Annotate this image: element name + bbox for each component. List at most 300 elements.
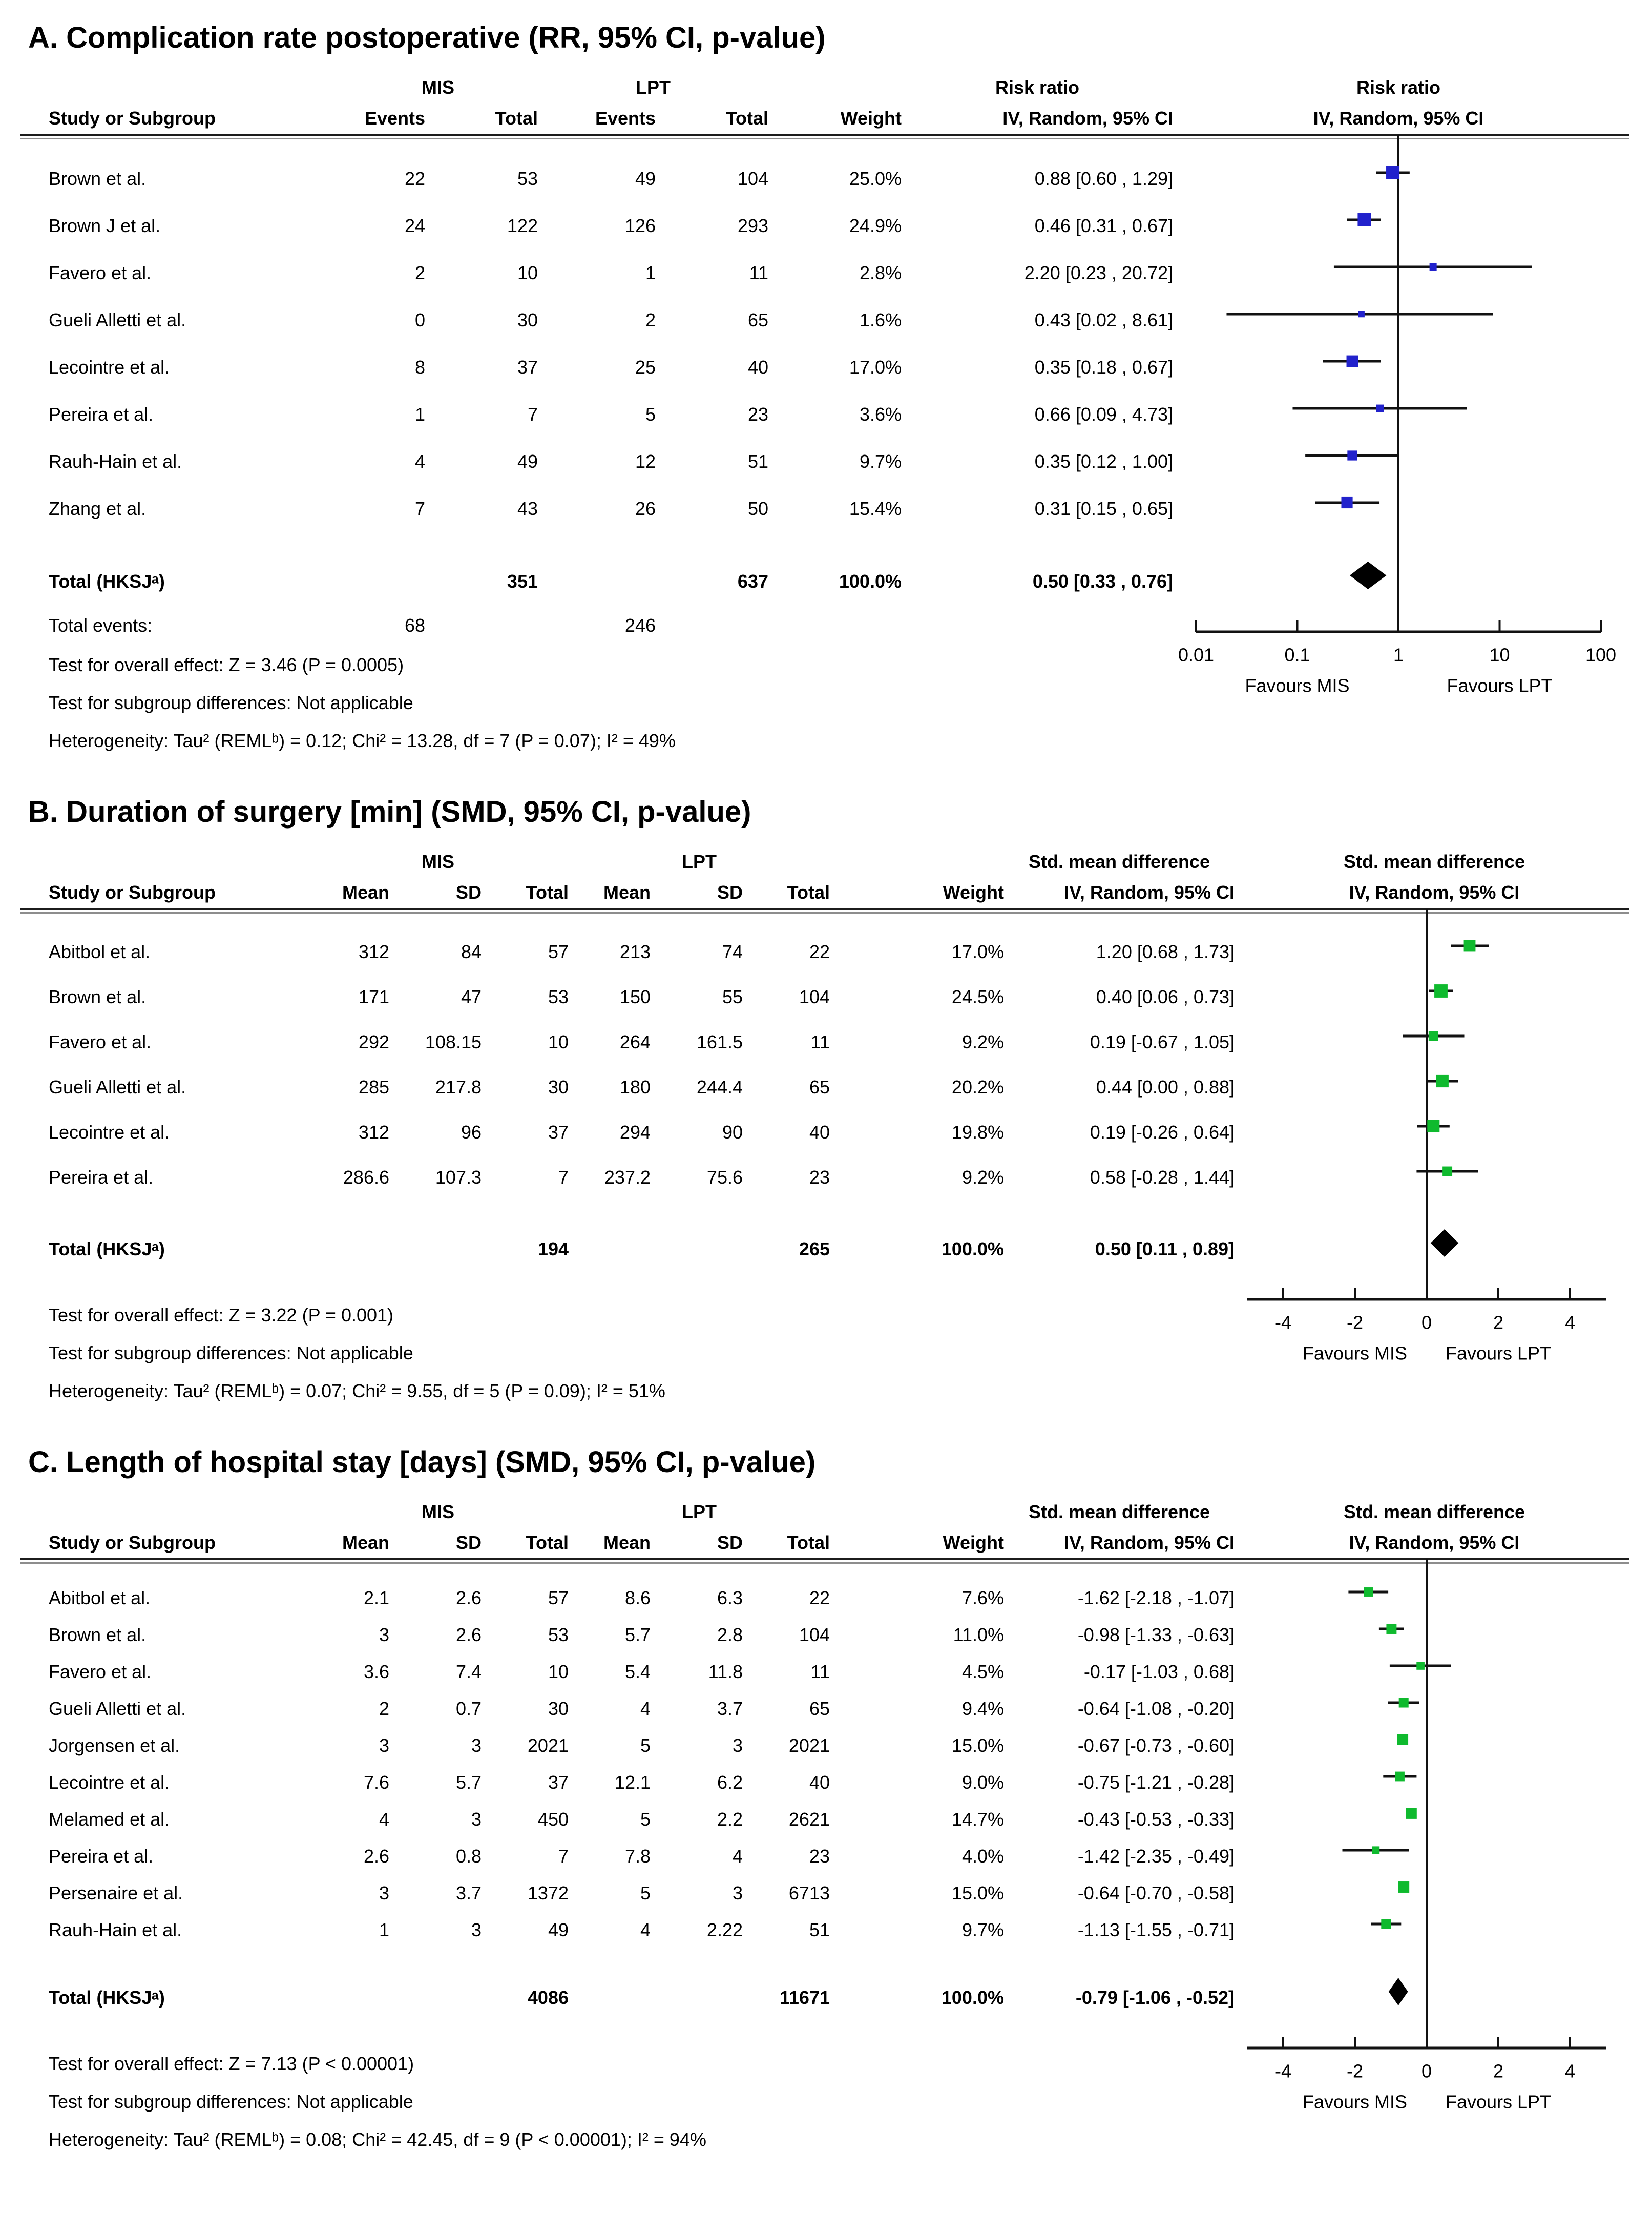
study-name: Melamed et al. (49, 1809, 170, 1830)
study-ci-text: 0.58 [-0.28 , 1.44] (1090, 1167, 1235, 1188)
study-value: 8 (414, 357, 425, 378)
study-ci-text: 1.20 [0.68 , 1.73] (1096, 941, 1235, 963)
group2-header: LPT (682, 851, 717, 873)
study-value: 5.7 (455, 1772, 482, 1793)
plot-effect-header: Std. mean difference (1343, 851, 1525, 873)
study-value: 30 (517, 309, 538, 331)
study-value: 9.2% (961, 1167, 1004, 1188)
study-value: 50 (747, 498, 768, 520)
total-ci-text: 0.50 [0.11 , 0.89] (1095, 1238, 1235, 1260)
study-name: Pereira et al. (49, 1846, 154, 1867)
study-name: Pereira et al. (49, 1167, 154, 1188)
effect-header: Risk ratio (995, 77, 1080, 98)
study-value: 7 (558, 1167, 569, 1188)
study-name: Favero et al. (49, 262, 152, 284)
study-value: 6.2 (717, 1772, 743, 1793)
study-ci-text: 0.66 [0.09 , 4.73] (1034, 404, 1173, 425)
study-value: 126 (624, 215, 656, 237)
column-header: Study or Subgroup (49, 108, 216, 129)
study-ci-text: 0.88 [0.60 , 1.29] (1034, 168, 1173, 190)
study-value: 237.2 (604, 1167, 651, 1188)
axis-tick-label: -2 (1346, 2060, 1364, 2082)
panel-A-title: A. Complication rate postoperative (RR, 95% CI, p-value) (28, 21, 826, 54)
study-value: 3.6 (363, 1661, 389, 1683)
footnote-line: Heterogeneity: Tau² (REMLᵇ) = 0.12; Chi² = 13.28, df = 7 (P = 0.07); I² = 49% (49, 730, 676, 752)
plot-model-header: IV, Random, 95% CI (1313, 108, 1484, 129)
study-value: 11 (749, 262, 768, 284)
plot-model-header: IV, Random, 95% CI (1349, 1532, 1520, 1554)
study-value: 23 (809, 1846, 830, 1867)
total-value: 351 (507, 571, 538, 592)
study-value: 2.8 (717, 1624, 743, 1646)
column-header: Events (595, 108, 656, 129)
study-value: 57 (548, 1587, 569, 1609)
study-value: 0.8 (455, 1846, 482, 1867)
total-value: 265 (799, 1238, 830, 1260)
study-ci-text: -0.64 [-0.70 , -0.58] (1077, 1882, 1235, 1904)
study-marker (1364, 1587, 1373, 1597)
study-value: 53 (548, 986, 569, 1008)
study-value: 23 (809, 1167, 830, 1188)
study-value: 2.2 (717, 1809, 743, 1830)
study-ci-text: 0.40 [0.06 , 0.73] (1096, 986, 1235, 1008)
study-value: 65 (809, 1077, 830, 1098)
study-value: 0.7 (455, 1698, 482, 1720)
study-name: Abitbol et al. (49, 1587, 151, 1609)
study-value: 49 (635, 168, 656, 190)
column-header: Mean (342, 1532, 389, 1554)
study-value: 17.0% (849, 357, 902, 378)
panel-B-title: B. Duration of surgery [min] (SMD, 95% CI, p-value) (28, 795, 751, 829)
study-value: 15.0% (951, 1735, 1004, 1756)
column-header: SD (717, 882, 743, 903)
study-name: Abitbol et al. (49, 941, 151, 963)
study-ci-text: 0.44 [0.00 , 0.88] (1096, 1077, 1235, 1098)
study-value: 24 (404, 215, 425, 237)
study-ci-text: 0.46 [0.31 , 0.67] (1034, 215, 1173, 237)
study-value: 285 (358, 1077, 389, 1098)
study-value: 90 (722, 1122, 743, 1143)
total-ci-text: 0.50 [0.33 , 0.76] (1032, 571, 1173, 592)
total-value: 100.0% (941, 1238, 1004, 1260)
study-value: 9.4% (961, 1698, 1004, 1720)
study-value: 312 (358, 941, 389, 963)
study-value: 53 (548, 1624, 569, 1646)
study-value: 5 (640, 1735, 651, 1756)
axis-tick-label: 0.1 (1284, 644, 1310, 666)
study-value: 23 (747, 404, 768, 425)
study-value: 4 (379, 1809, 389, 1830)
study-value: 1 (645, 262, 656, 284)
study-ci-text: -1.42 [-2.35 , -0.49] (1077, 1846, 1235, 1867)
study-value: 11.8 (708, 1661, 743, 1683)
axis-tick-label: 0 (1421, 1312, 1432, 1333)
pooled-diamond (1431, 1229, 1459, 1257)
study-value: 22 (809, 1587, 830, 1609)
study-value: 7.6 (363, 1772, 389, 1793)
study-marker (1357, 213, 1371, 226)
total-value: 100.0% (941, 1987, 1004, 2009)
study-value: 104 (799, 1624, 830, 1646)
panel-B-table (20, 841, 1629, 1414)
column-header: Study or Subgroup (49, 1532, 216, 1554)
axis-tick-label: -4 (1274, 1312, 1292, 1333)
study-value: 49 (517, 451, 538, 472)
footnote-line: Test for overall effect: Z = 3.22 (P = 0.001) (49, 1305, 394, 1326)
study-value: 3 (379, 1624, 389, 1646)
study-name: Rauh-Hain et al. (49, 1919, 182, 1941)
study-value: 6.3 (717, 1587, 743, 1609)
study-ci-text: -1.13 [-1.55 , -0.71] (1077, 1919, 1235, 1941)
study-name: Gueli Alletti et al. (49, 309, 186, 331)
study-value: 3.7 (455, 1882, 482, 1904)
study-value: 49 (548, 1919, 569, 1941)
axis-tick-label: 4 (1564, 2060, 1576, 2082)
study-value: 180 (619, 1077, 651, 1098)
study-value: 107.3 (435, 1167, 482, 1188)
study-value: 1 (414, 404, 425, 425)
study-ci-text: 0.35 [0.18 , 0.67] (1034, 357, 1173, 378)
study-value: 3.7 (717, 1698, 743, 1720)
study-ci-text: 2.20 [0.23 , 20.72] (1024, 262, 1173, 284)
column-header: Total (526, 882, 569, 903)
study-name: Jorgensen et al. (49, 1735, 180, 1756)
study-marker (1442, 1167, 1452, 1176)
study-name: Brown et al. (49, 168, 147, 190)
study-name: Favero et al. (49, 1031, 152, 1053)
forest-plot-figure (20, 20, 1652, 2163)
study-value: 96 (461, 1122, 482, 1143)
forest-plot-C (1240, 1559, 1629, 2135)
study-value: 12.1 (614, 1772, 651, 1793)
study-value: 53 (517, 168, 538, 190)
study-value: 3 (471, 1809, 482, 1830)
study-value: 7 (558, 1846, 569, 1867)
study-value: 84 (461, 941, 482, 963)
effect-header: Std. mean difference (1028, 1501, 1210, 1523)
column-header: IV, Random, 95% CI (1064, 882, 1235, 903)
axis-tick-label: -4 (1274, 2060, 1292, 2082)
study-value: 3.6% (859, 404, 902, 425)
total-events-label: Total events: (49, 615, 153, 636)
study-value: 40 (809, 1122, 830, 1143)
axis-tick-label: 4 (1564, 1312, 1576, 1333)
favours-right-label: Favours LPT (1445, 2091, 1552, 2113)
study-marker (1386, 166, 1399, 179)
study-value: 15.4% (849, 498, 902, 520)
study-value: 1372 (527, 1882, 569, 1904)
column-header-row (20, 873, 1629, 907)
column-header: Total (725, 108, 768, 129)
study-value: 65 (809, 1698, 830, 1720)
study-value: 17.0% (951, 941, 1004, 963)
study-value: 3 (471, 1735, 482, 1756)
study-value: 37 (548, 1122, 569, 1143)
study-value: 11 (810, 1661, 830, 1683)
panel-A-table (20, 67, 1629, 764)
group2-header: LPT (682, 1501, 717, 1523)
study-value: 293 (737, 215, 768, 237)
plot-model-header: IV, Random, 95% CI (1349, 882, 1520, 903)
study-value: 65 (747, 309, 768, 331)
footnote-line: Heterogeneity: Tau² (REMLᵇ) = 0.08; Chi² = 42.45, df = 9 (P < 0.00001); I² = 94% (49, 2129, 706, 2150)
column-header: Mean (603, 882, 651, 903)
study-value: 3 (379, 1882, 389, 1904)
favours-right-label: Favours LPT (1445, 1342, 1552, 1364)
study-marker (1347, 450, 1357, 460)
study-value: 5 (640, 1809, 651, 1830)
column-header: SD (455, 1532, 482, 1554)
study-value: 2.6 (455, 1624, 482, 1646)
study-value: 30 (548, 1698, 569, 1720)
total-label: Total (HKSJᵃ) (49, 571, 165, 592)
study-value: 5 (645, 404, 656, 425)
favours-left-label: Favours MIS (1245, 675, 1350, 696)
study-value: 104 (737, 168, 768, 190)
column-header: IV, Random, 95% CI (1002, 108, 1173, 129)
study-value: 6713 (788, 1882, 830, 1904)
column-header: Mean (342, 882, 389, 903)
axis-tick-label: 2 (1493, 2060, 1504, 2082)
study-name: Lecointre et al. (49, 357, 170, 378)
study-ci-text: 0.35 [0.12 , 1.00] (1034, 451, 1173, 472)
study-value: 2621 (788, 1809, 830, 1830)
study-value: 2.8% (859, 262, 902, 284)
study-value: 1 (379, 1919, 389, 1941)
study-value: 2.6 (363, 1846, 389, 1867)
study-marker (1406, 1808, 1417, 1819)
study-value: 8.6 (624, 1587, 651, 1609)
study-name: Pereira et al. (49, 404, 154, 425)
study-value: 9.0% (961, 1772, 1004, 1793)
study-value: 26 (635, 498, 656, 520)
axis-tick-label: 100 (1585, 644, 1617, 666)
total-ci-text: -0.79 [-1.06 , -0.52] (1075, 1987, 1235, 2009)
axis-tick-label: 2 (1493, 1312, 1504, 1333)
study-ci-text: 0.19 [-0.67 , 1.05] (1090, 1031, 1235, 1053)
header-group-row (20, 67, 1629, 99)
study-ci-text: -0.75 [-1.21 , -0.28] (1077, 1772, 1235, 1793)
footnote-line: Test for overall effect: Z = 7.13 (P < 0.00001) (49, 2053, 414, 2075)
study-ci-text: -0.43 [-0.53 , -0.33] (1077, 1809, 1235, 1830)
study-value: 0 (414, 309, 425, 331)
study-name: Rauh-Hain et al. (49, 451, 182, 472)
panel-C-title: C. Length of hospital stay [days] (SMD, 95% CI, p-value) (28, 1445, 816, 1479)
study-marker (1397, 1734, 1408, 1745)
column-header-row (20, 99, 1629, 133)
study-value: 3 (732, 1735, 743, 1756)
study-value: 7.4 (455, 1661, 482, 1683)
study-marker (1358, 311, 1365, 318)
study-value: 2021 (527, 1735, 569, 1756)
header-group-row (20, 1492, 1629, 1523)
study-value: 171 (358, 986, 389, 1008)
study-value: 5.7 (624, 1624, 651, 1646)
header-group-row (20, 841, 1629, 873)
study-marker (1429, 1031, 1438, 1041)
study-value: 104 (799, 986, 830, 1008)
study-name: Gueli Alletti et al. (49, 1698, 186, 1720)
study-value: 11 (810, 1031, 830, 1053)
axis-tick-label: 0 (1421, 2060, 1432, 2082)
study-value: 74 (722, 941, 743, 963)
study-value: 7 (414, 498, 425, 520)
study-value: 19.8% (951, 1122, 1004, 1143)
column-header: Total (526, 1532, 569, 1554)
study-value: 10 (548, 1031, 569, 1053)
study-value: 213 (619, 941, 651, 963)
study-value: 43 (517, 498, 538, 520)
study-value: 24.5% (951, 986, 1004, 1008)
study-value: 4 (640, 1698, 651, 1720)
study-value: 2 (379, 1698, 389, 1720)
group1-header: MIS (421, 77, 454, 98)
column-header: Total (495, 108, 538, 129)
study-name: Brown et al. (49, 986, 147, 1008)
study-value: 7.6% (961, 1587, 1004, 1609)
forest-plot-B (1240, 909, 1629, 1387)
total-value: 11671 (779, 1987, 830, 2009)
study-marker (1372, 1846, 1379, 1854)
study-value: 9.7% (859, 451, 902, 472)
study-value: 2 (414, 262, 425, 284)
footnote-line: Test for subgroup differences: Not applicable (49, 2091, 413, 2113)
study-marker (1399, 1698, 1409, 1707)
study-ci-text: 0.43 [0.02 , 8.61] (1034, 309, 1173, 331)
study-value: 51 (809, 1919, 830, 1941)
study-value: 11.0% (953, 1624, 1004, 1646)
group1-header: MIS (421, 851, 454, 873)
total-events-group1: 68 (404, 615, 425, 636)
study-value: 150 (619, 986, 651, 1008)
column-header: Weight (840, 108, 902, 129)
total-label: Total (HKSJᵃ) (49, 1987, 165, 2009)
study-value: 47 (461, 986, 482, 1008)
study-value: 108.15 (425, 1031, 482, 1053)
study-marker (1341, 497, 1352, 508)
study-value: 292 (358, 1031, 389, 1053)
study-value: 37 (548, 1772, 569, 1793)
column-header: IV, Random, 95% CI (1064, 1532, 1235, 1554)
study-marker (1398, 1881, 1409, 1893)
study-value: 244.4 (696, 1077, 743, 1098)
study-marker (1347, 356, 1358, 367)
study-value: 217.8 (435, 1077, 482, 1098)
study-ci-text: -0.17 [-1.03 , 0.68] (1083, 1661, 1235, 1683)
axis-tick-label: -2 (1346, 1312, 1364, 1333)
total-value: 637 (737, 571, 768, 592)
panel-A (20, 20, 1652, 764)
forest-plot-A (1173, 135, 1624, 719)
study-value: 294 (619, 1122, 651, 1143)
total-events-group2: 246 (624, 615, 656, 636)
study-name: Zhang et al. (49, 498, 147, 520)
study-value: 57 (548, 941, 569, 963)
study-value: 286.6 (343, 1167, 389, 1188)
study-value: 22 (404, 168, 425, 190)
study-value: 40 (809, 1772, 830, 1793)
study-value: 22 (809, 941, 830, 963)
column-header: Total (787, 882, 830, 903)
study-value: 51 (747, 451, 768, 472)
column-header: Weight (943, 882, 1004, 903)
favours-left-label: Favours MIS (1302, 1342, 1408, 1364)
study-value: 5.4 (624, 1661, 651, 1683)
study-value: 4 (640, 1919, 651, 1941)
column-header: Mean (603, 1532, 651, 1554)
plot-effect-header: Std. mean difference (1343, 1501, 1525, 1523)
study-value: 40 (747, 357, 768, 378)
study-value: 5 (640, 1882, 651, 1904)
study-ci-text: -0.67 [-0.73 , -0.60] (1077, 1735, 1235, 1756)
study-value: 10 (548, 1661, 569, 1683)
study-value: 55 (722, 986, 743, 1008)
study-value: 25 (635, 357, 656, 378)
total-label: Total (HKSJᵃ) (49, 1238, 165, 1260)
study-value: 7.8 (624, 1846, 651, 1867)
footnote-line: Test for subgroup differences: Not applicable (49, 692, 413, 714)
column-header: Events (364, 108, 425, 129)
study-value: 37 (517, 357, 538, 378)
favours-right-label: Favours LPT (1447, 675, 1553, 696)
pooled-diamond (1350, 562, 1387, 589)
total-value: 4086 (527, 1987, 569, 2009)
study-value: 20.2% (951, 1077, 1004, 1098)
favours-left-label: Favours MIS (1302, 2091, 1408, 2113)
total-value: 194 (537, 1238, 569, 1260)
column-header: Weight (943, 1532, 1004, 1554)
study-marker (1464, 940, 1476, 952)
study-value: 1.6% (859, 309, 902, 331)
footnote-line: Heterogeneity: Tau² (REMLᵇ) = 0.07; Chi² = 9.55, df = 5 (P = 0.09); I² = 51% (49, 1380, 665, 1402)
study-marker (1430, 263, 1437, 271)
study-name: Lecointre et al. (49, 1122, 170, 1143)
study-value: 30 (548, 1077, 569, 1098)
study-value: 4.5% (961, 1661, 1004, 1683)
study-name: Persenaire et al. (49, 1882, 183, 1904)
study-name: Gueli Alletti et al. (49, 1077, 186, 1098)
study-value: 450 (537, 1809, 569, 1830)
study-name: Favero et al. (49, 1661, 152, 1683)
study-marker (1376, 405, 1384, 412)
study-value: 9.2% (961, 1031, 1004, 1053)
total-value: 100.0% (839, 571, 902, 592)
study-marker (1427, 1120, 1439, 1132)
study-value: 14.7% (951, 1809, 1004, 1830)
study-ci-text: -0.64 [-1.08 , -0.20] (1077, 1698, 1235, 1720)
study-value: 312 (358, 1122, 389, 1143)
study-value: 3 (471, 1919, 482, 1941)
pooled-diamond (1389, 1978, 1408, 2005)
footnote-line: Test for overall effect: Z = 3.46 (P = 0.0005) (49, 654, 404, 676)
study-value: 10 (517, 262, 538, 284)
study-value: 12 (635, 451, 656, 472)
axis-tick-label: 0.01 (1178, 644, 1215, 666)
study-name: Lecointre et al. (49, 1772, 170, 1793)
study-value: 4 (414, 451, 425, 472)
study-value: 75.6 (706, 1167, 743, 1188)
study-value: 2.22 (706, 1919, 743, 1941)
column-header-row (20, 1523, 1629, 1557)
study-value: 161.5 (696, 1031, 743, 1053)
study-value: 2 (645, 309, 656, 331)
axis-tick-label: 10 (1489, 644, 1510, 666)
panel-B (20, 795, 1652, 1414)
axis-tick-label: 1 (1393, 644, 1404, 666)
study-value: 4 (732, 1846, 743, 1867)
study-value: 25.0% (849, 168, 902, 190)
study-marker (1395, 1772, 1405, 1782)
